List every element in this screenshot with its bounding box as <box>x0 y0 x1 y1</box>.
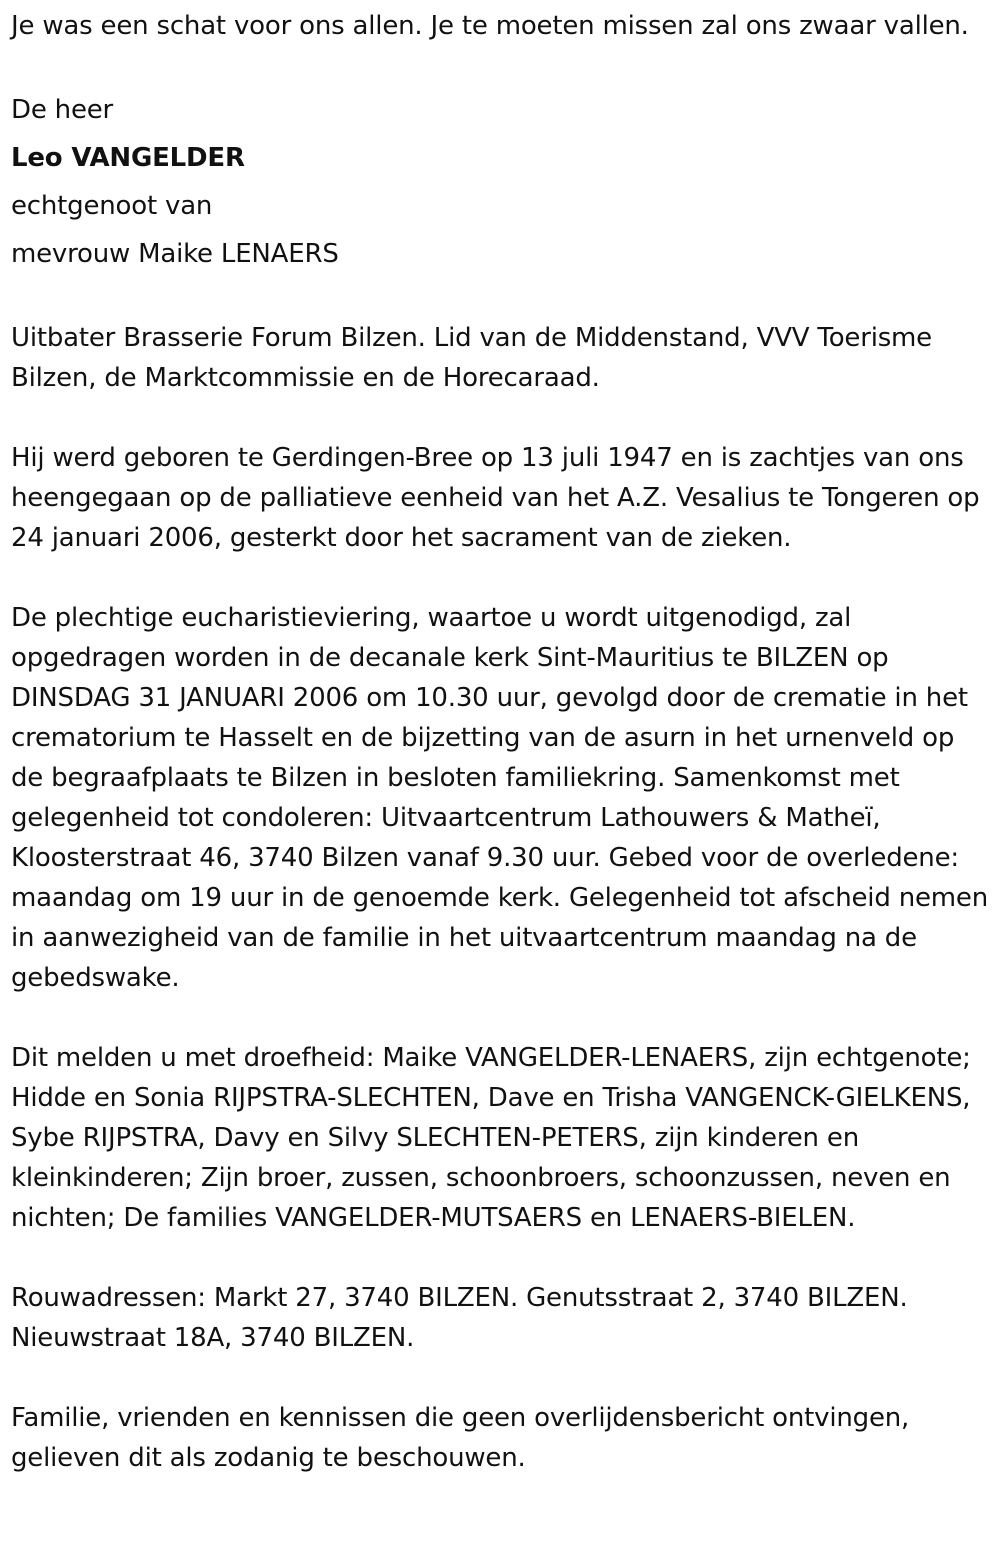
spacer <box>11 278 990 318</box>
closing-text: Familie, vrienden en kennissen die geen overlijdensbericht ontvingen, gelieven dit als zodanig te beschouwen. <box>11 1403 910 1473</box>
spacer <box>11 1358 990 1398</box>
relation-line-2: mevrouw Maike LENAERS <box>11 239 339 269</box>
deceased-name: Leo VANGELDER <box>11 143 245 173</box>
birth-death-text: Hij werd geboren te Gerdingen-Bree op 13 juli 1947 en is zachtjes van ons heengegaan op de palliatieve eenheid van het A.Z. Vesalius te Tongeren op 24 januari 2006, gesterkt door het sacrament van de zieken. <box>11 443 980 553</box>
occupation-text: Uitbater Brasserie Forum Bilzen. Lid van de Middenstand, VVV Toerisme Bilzen, de Marktcommissie en de Horecaraad. <box>11 323 932 393</box>
spacer <box>11 558 990 598</box>
addresses-text: Rouwadressen: Markt 27, 3740 BILZEN. Genutsstraat 2, 3740 BILZEN. Nieuwstraat 18A, 3740 BILZEN. <box>11 1283 908 1353</box>
title-prefix: De heer <box>11 95 114 125</box>
spacer <box>11 398 990 438</box>
spacer <box>11 998 990 1038</box>
announcers-text: Dit melden u met droefheid: Maike VANGELDER-LENAERS, zijn echtgenote; Hidde en Sonia RIJPSTRA-SLECHTEN, Dave en Trisha VANGENCK-GIELKENS, Sybe RIJPSTRA, Davy en Silvy SLECHTEN-PETERS, zijn kinderen en kleinkinderen; Zijn broer, zussen, schoonbroers, schoonzussen, neven en nichten; De families VANGELDER-MUTSAERS en LENAERS-BIELEN. <box>11 1043 971 1233</box>
relation-line-1: echtgenoot van <box>11 191 213 221</box>
spacer <box>11 1238 990 1278</box>
spacer <box>11 46 990 86</box>
intro-text: Je was een schat voor ons allen. Je te moeten missen zal ons zwaar vallen. <box>11 11 969 41</box>
ceremony-text: De plechtige eucharistieviering, waartoe u wordt uitgenodigd, zal opgedragen worden in de decanale kerk Sint-Mauritius te BILZEN op DINSDAG 31 JANUARI 2006 om 10.30 uur, gevolgd door de crematie in het crematorium te Hasselt en de bijzetting van de asurn in het urnenveld op de begraafplaats te Bilzen in besloten familiekring. Samenkomst met gelegenheid tot condoleren: Uitvaartcentrum Lathouwers & Matheï, Kloosterstraat 46, 3740 Bilzen vanaf 9.30 uur. Gebed voor de overledene: maandag om 19 uur in de genoemde kerk. Gelegenheid tot afscheid nemen in aanwezigheid van de familie in het uitvaartcentrum maandag na de gebedswake. <box>11 603 988 993</box>
